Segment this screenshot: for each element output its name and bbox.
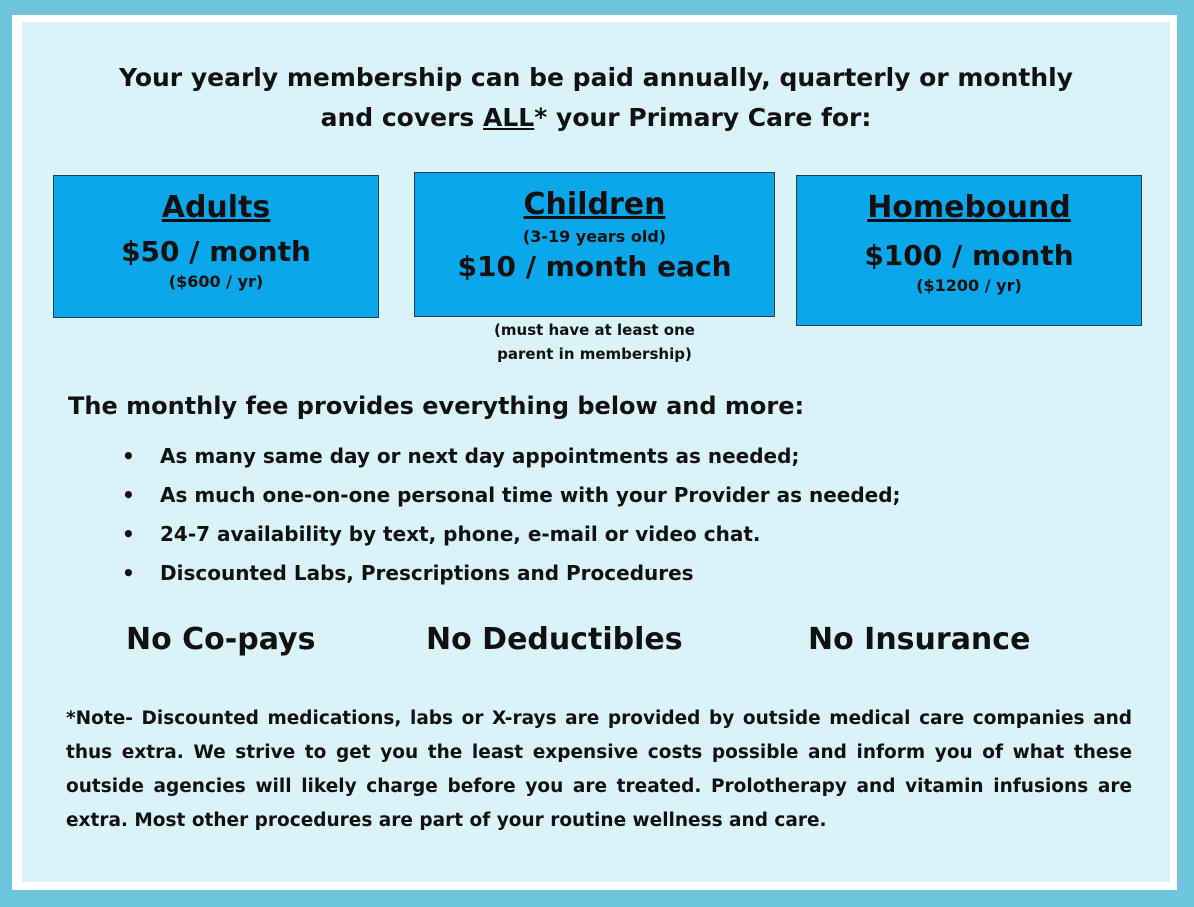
list-item [122,477,901,516]
no-insurance-label: No Insurance [808,622,1031,657]
no-copays-label: No Co-pays [126,622,316,657]
bullet-icon: • [122,483,135,507]
plan-ages-children: (3-19 years old) [522,227,667,246]
heading-line-2-suffix: * your Primary Care for: [534,103,872,132]
bullet-icon: • [122,561,135,585]
plan-price-adults: $50 / month [121,235,311,268]
benefit-text: As much one-on-one personal time with your Provider as needed; [160,483,901,507]
plan-title-children: Children [523,187,666,222]
plan-card-adults [53,175,379,318]
page-heading [22,58,1170,138]
plan-card-homebound [796,175,1142,326]
heading-line-2 [22,98,1170,138]
plan-price-homebound: $100 / month [864,239,1074,272]
list-item [122,555,901,594]
list-item [122,516,901,555]
children-membership-note [414,318,775,366]
heading-line-1: Your yearly membership can be paid annually, quarterly or monthly [119,63,1073,92]
footnote: *Note- Discounted medications, labs or X-rays are provided by outside medical care companies and thus extra. We strive to get you the least expensive costs possible and inform you of what these outside agencies will likely charge before you are treated. Prolotherapy and vitamin infusions are extra. Most other procedures are part of your routine wellness and care. [66,708,1132,831]
no-deductibles-label: No Deductibles [426,622,683,657]
plan-yearly-adults: ($600 / yr) [168,272,264,291]
benefit-text: As many same day or next day appointments as needed; [160,444,800,468]
plan-yearly-homebound: ($1200 / yr) [916,276,1022,295]
plan-card-children [414,172,775,317]
provides-heading: The monthly fee provides everything below and more: [68,392,805,420]
list-item [122,438,901,477]
benefit-text: 24-7 availability by text, phone, e-mail or video chat. [160,522,761,546]
heading-emphasis: ALL [483,103,535,132]
children-note-line-2: parent in membership) [497,345,692,363]
plan-price-children: $10 / month each [457,250,732,283]
plan-title-adults: Adults [161,190,271,225]
heading-line-2-prefix: and covers [320,103,484,132]
benefit-text: Discounted Labs, Prescriptions and Procedures [160,561,694,585]
plan-title-homebound: Homebound [867,190,1071,225]
children-note-line-1: (must have at least one [494,321,695,339]
bullet-icon: • [122,522,135,546]
benefits-list [122,438,901,594]
bullet-icon: • [122,444,135,468]
